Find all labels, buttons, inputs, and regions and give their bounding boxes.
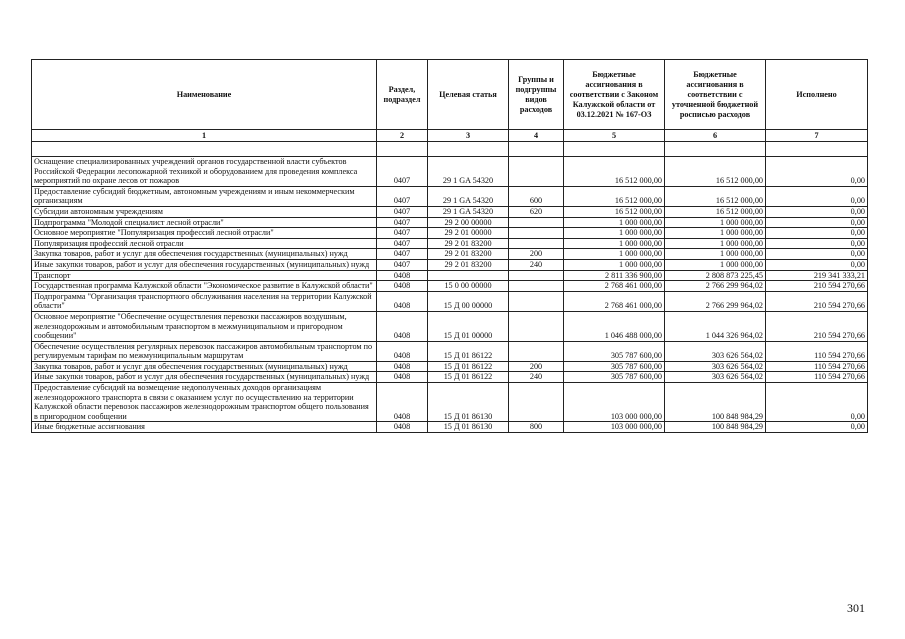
row-group-cell — [509, 228, 564, 239]
row-name-cell: Иные закупки товаров, работ и услуг для обеспечения государственных (муниципальных) нужд — [32, 259, 377, 270]
header-target: Целевая статья — [428, 60, 509, 130]
row-target-cell: 29 2 00 00000 — [428, 217, 509, 228]
table-row — [32, 206, 868, 217]
row-name-cell: Обеспечение осуществления регулярных перевозок пассажиров автомобильным транспортом по регулируемым тарифам по межмуниципальным маршрутам — [32, 341, 377, 361]
row-executed-amount-cell: 0,00 — [766, 186, 868, 206]
row-law-amount-cell: 305 787 600,00 — [564, 341, 665, 361]
column-number: 4 — [509, 130, 564, 142]
table-row — [32, 217, 868, 228]
row-law-amount-cell: 2 768 461 000,00 — [564, 291, 665, 311]
row-group-cell — [509, 341, 564, 361]
row-section-cell: 0408 — [377, 341, 428, 361]
row-target-cell: 15 Д 01 86130 — [428, 422, 509, 433]
header-section: Раздел, подраздел — [377, 60, 428, 130]
spacer-row — [32, 142, 868, 157]
header-law-allocation: Бюджетные ассигнования в соответствии с Законом Калужской области от 03.12.2021 № 167-ОЗ — [564, 60, 665, 130]
row-name-cell: Иные бюджетные ассигнования — [32, 422, 377, 433]
row-name-cell: Оснащение специализированных учреждений органов государственной власти субъектов Российской Федерации лесопожарной техникой и оборудованием для проведения комплекса мероприятий по охране лесов от пожаров — [32, 157, 377, 187]
row-target-cell: 29 2 01 83200 — [428, 249, 509, 260]
row-group-cell — [509, 238, 564, 249]
row-executed-amount-cell: 0,00 — [766, 422, 868, 433]
row-section-cell: 0407 — [377, 238, 428, 249]
row-executed-amount-cell: 110 594 270,66 — [766, 361, 868, 372]
row-law-amount-cell: 305 787 600,00 — [564, 361, 665, 372]
row-section-cell: 0407 — [377, 249, 428, 260]
row-revised-amount-cell: 2 808 873 225,45 — [665, 270, 766, 281]
header-revised-allocation: Бюджетные ассигнования в соответствии с уточненной бюджетной росписью расходов — [665, 60, 766, 130]
table-row — [32, 361, 868, 372]
column-number: 2 — [377, 130, 428, 142]
header-row — [32, 60, 868, 130]
table-row — [32, 422, 868, 433]
row-law-amount-cell: 1 000 000,00 — [564, 217, 665, 228]
budget-execution-table — [31, 59, 868, 433]
row-section-cell: 0407 — [377, 259, 428, 270]
row-revised-amount-cell: 100 848 984,29 — [665, 383, 766, 422]
row-target-cell: 15 Д 01 86122 — [428, 341, 509, 361]
spacer-cell — [766, 142, 868, 157]
row-section-cell: 0408 — [377, 291, 428, 311]
row-target-cell: 29 2 01 00000 — [428, 228, 509, 239]
row-group-cell — [509, 383, 564, 422]
row-target-cell: 15 Д 01 00000 — [428, 311, 509, 341]
row-group-cell — [509, 217, 564, 228]
row-group-cell: 200 — [509, 249, 564, 260]
row-revised-amount-cell: 100 848 984,29 — [665, 422, 766, 433]
row-section-cell: 0407 — [377, 186, 428, 206]
row-name-cell: Предоставление субсидий на возмещение недополученных доходов организациям железнодорожного транспорта в связи с оказанием услуг по осуществлению на территории Калужской области перевозок пассажиров железнодорожным транспортом общего пользования в пригородном сообщении — [32, 383, 377, 422]
row-section-cell: 0408 — [377, 281, 428, 292]
row-name-cell: Субсидии автономным учреждениям — [32, 206, 377, 217]
row-name-cell: Подпрограмма "Молодой специалист лесной отрасли" — [32, 217, 377, 228]
row-law-amount-cell: 1 000 000,00 — [564, 259, 665, 270]
row-revised-amount-cell: 1 000 000,00 — [665, 259, 766, 270]
header-group: Группы и подгруппы видов расходов — [509, 60, 564, 130]
row-executed-amount-cell: 0,00 — [766, 217, 868, 228]
row-executed-amount-cell: 210 594 270,66 — [766, 311, 868, 341]
row-name-cell: Подпрограмма "Организация транспортного обслуживания населения на территории Калужской области" — [32, 291, 377, 311]
row-group-cell — [509, 281, 564, 292]
row-name-cell: Основное мероприятие "Популяризация профессий лесной отрасли" — [32, 228, 377, 239]
row-section-cell: 0407 — [377, 157, 428, 187]
row-group-cell — [509, 270, 564, 281]
row-target-cell: 29 1 GA 54320 — [428, 206, 509, 217]
table-row — [32, 259, 868, 270]
row-executed-amount-cell: 110 594 270,66 — [766, 341, 868, 361]
row-section-cell: 0408 — [377, 422, 428, 433]
table-row — [32, 238, 868, 249]
row-law-amount-cell: 1 046 488 000,00 — [564, 311, 665, 341]
row-section-cell: 0408 — [377, 361, 428, 372]
row-group-cell — [509, 157, 564, 187]
row-group-cell: 620 — [509, 206, 564, 217]
row-target-cell: 15 0 00 00000 — [428, 281, 509, 292]
row-name-cell: Государственная программа Калужской области "Экономическое развитие в Калужской области" — [32, 281, 377, 292]
table-row — [32, 341, 868, 361]
row-name-cell: Закупка товаров, работ и услуг для обеспечения государственных (муниципальных) нужд — [32, 361, 377, 372]
row-section-cell: 0407 — [377, 228, 428, 239]
row-executed-amount-cell: 0,00 — [766, 383, 868, 422]
row-revised-amount-cell: 303 626 564,02 — [665, 372, 766, 383]
row-revised-amount-cell: 2 766 299 964,02 — [665, 281, 766, 292]
row-target-cell — [428, 270, 509, 281]
row-target-cell: 15 Д 01 86122 — [428, 361, 509, 372]
row-executed-amount-cell: 219 341 333,21 — [766, 270, 868, 281]
spacer-cell — [509, 142, 564, 157]
row-section-cell: 0407 — [377, 206, 428, 217]
table-row — [32, 311, 868, 341]
table-row — [32, 186, 868, 206]
table-row — [32, 270, 868, 281]
row-name-cell: Иные закупки товаров, работ и услуг для обеспечения государственных (муниципальных) нужд — [32, 372, 377, 383]
table-row — [32, 281, 868, 292]
row-executed-amount-cell: 210 594 270,66 — [766, 291, 868, 311]
row-group-cell: 200 — [509, 361, 564, 372]
row-law-amount-cell: 103 000 000,00 — [564, 383, 665, 422]
header-name: Наименование — [32, 60, 377, 130]
row-target-cell: 29 2 01 83200 — [428, 259, 509, 270]
row-name-cell: Предоставление субсидий бюджетным, автономным учреждениям и иным некоммерческим организациям — [32, 186, 377, 206]
row-executed-amount-cell: 0,00 — [766, 206, 868, 217]
row-law-amount-cell: 16 512 000,00 — [564, 157, 665, 187]
row-target-cell: 15 Д 00 00000 — [428, 291, 509, 311]
column-number-row — [32, 130, 868, 142]
table-row — [32, 372, 868, 383]
row-revised-amount-cell: 16 512 000,00 — [665, 206, 766, 217]
row-law-amount-cell: 1 000 000,00 — [564, 238, 665, 249]
row-revised-amount-cell: 1 044 326 964,02 — [665, 311, 766, 341]
table-row — [32, 383, 868, 422]
header-executed: Исполнено — [766, 60, 868, 130]
row-group-cell: 240 — [509, 372, 564, 383]
row-section-cell: 0408 — [377, 372, 428, 383]
row-executed-amount-cell: 0,00 — [766, 259, 868, 270]
row-section-cell: 0407 — [377, 217, 428, 228]
row-name-cell: Популяризация профессий лесной отрасли — [32, 238, 377, 249]
row-law-amount-cell: 1 000 000,00 — [564, 228, 665, 239]
spacer-cell — [428, 142, 509, 157]
row-law-amount-cell: 2 768 461 000,00 — [564, 281, 665, 292]
row-law-amount-cell: 103 000 000,00 — [564, 422, 665, 433]
row-executed-amount-cell: 110 594 270,66 — [766, 372, 868, 383]
row-target-cell: 15 Д 01 86122 — [428, 372, 509, 383]
row-law-amount-cell: 1 000 000,00 — [564, 249, 665, 260]
table-row — [32, 291, 868, 311]
spacer-cell — [564, 142, 665, 157]
column-number: 3 — [428, 130, 509, 142]
row-target-cell: 15 Д 01 86130 — [428, 383, 509, 422]
row-target-cell: 29 2 01 83200 — [428, 238, 509, 249]
row-group-cell: 240 — [509, 259, 564, 270]
column-number: 7 — [766, 130, 868, 142]
page-number: 301 — [847, 601, 865, 615]
row-law-amount-cell: 16 512 000,00 — [564, 206, 665, 217]
row-section-cell: 0408 — [377, 383, 428, 422]
row-executed-amount-cell: 0,00 — [766, 157, 868, 187]
row-revised-amount-cell: 303 626 564,02 — [665, 341, 766, 361]
row-executed-amount-cell: 0,00 — [766, 249, 868, 260]
row-revised-amount-cell: 1 000 000,00 — [665, 217, 766, 228]
row-section-cell: 0408 — [377, 270, 428, 281]
row-revised-amount-cell: 1 000 000,00 — [665, 228, 766, 239]
table-row — [32, 228, 868, 239]
spacer-cell — [665, 142, 766, 157]
row-revised-amount-cell: 303 626 564,02 — [665, 361, 766, 372]
row-target-cell: 29 1 GA 54320 — [428, 186, 509, 206]
row-executed-amount-cell: 0,00 — [766, 228, 868, 239]
row-group-cell — [509, 291, 564, 311]
table-row — [32, 157, 868, 187]
row-name-cell: Основное мероприятие "Обеспечение осуществления перевозки пассажиров воздушным, железнодорожным и автомобильным транспортом в межмуниципальном и пригородном сообщении" — [32, 311, 377, 341]
column-number: 1 — [32, 130, 377, 142]
row-name-cell: Закупка товаров, работ и услуг для обеспечения государственных (муниципальных) нужд — [32, 249, 377, 260]
row-name-cell: Транспорт — [32, 270, 377, 281]
row-target-cell: 29 1 GA 54320 — [428, 157, 509, 187]
row-law-amount-cell: 16 512 000,00 — [564, 186, 665, 206]
row-executed-amount-cell: 210 594 270,66 — [766, 281, 868, 292]
row-revised-amount-cell: 2 766 299 964,02 — [665, 291, 766, 311]
row-law-amount-cell: 305 787 600,00 — [564, 372, 665, 383]
spacer-cell — [32, 142, 377, 157]
row-executed-amount-cell: 0,00 — [766, 238, 868, 249]
row-group-cell: 600 — [509, 186, 564, 206]
row-group-cell — [509, 311, 564, 341]
row-group-cell: 800 — [509, 422, 564, 433]
row-section-cell: 0408 — [377, 311, 428, 341]
row-law-amount-cell: 2 811 336 900,00 — [564, 270, 665, 281]
row-revised-amount-cell: 1 000 000,00 — [665, 238, 766, 249]
column-number: 5 — [564, 130, 665, 142]
row-revised-amount-cell: 1 000 000,00 — [665, 249, 766, 260]
spacer-cell — [377, 142, 428, 157]
row-revised-amount-cell: 16 512 000,00 — [665, 186, 766, 206]
table-row — [32, 249, 868, 260]
row-revised-amount-cell: 16 512 000,00 — [665, 157, 766, 187]
column-number: 6 — [665, 130, 766, 142]
